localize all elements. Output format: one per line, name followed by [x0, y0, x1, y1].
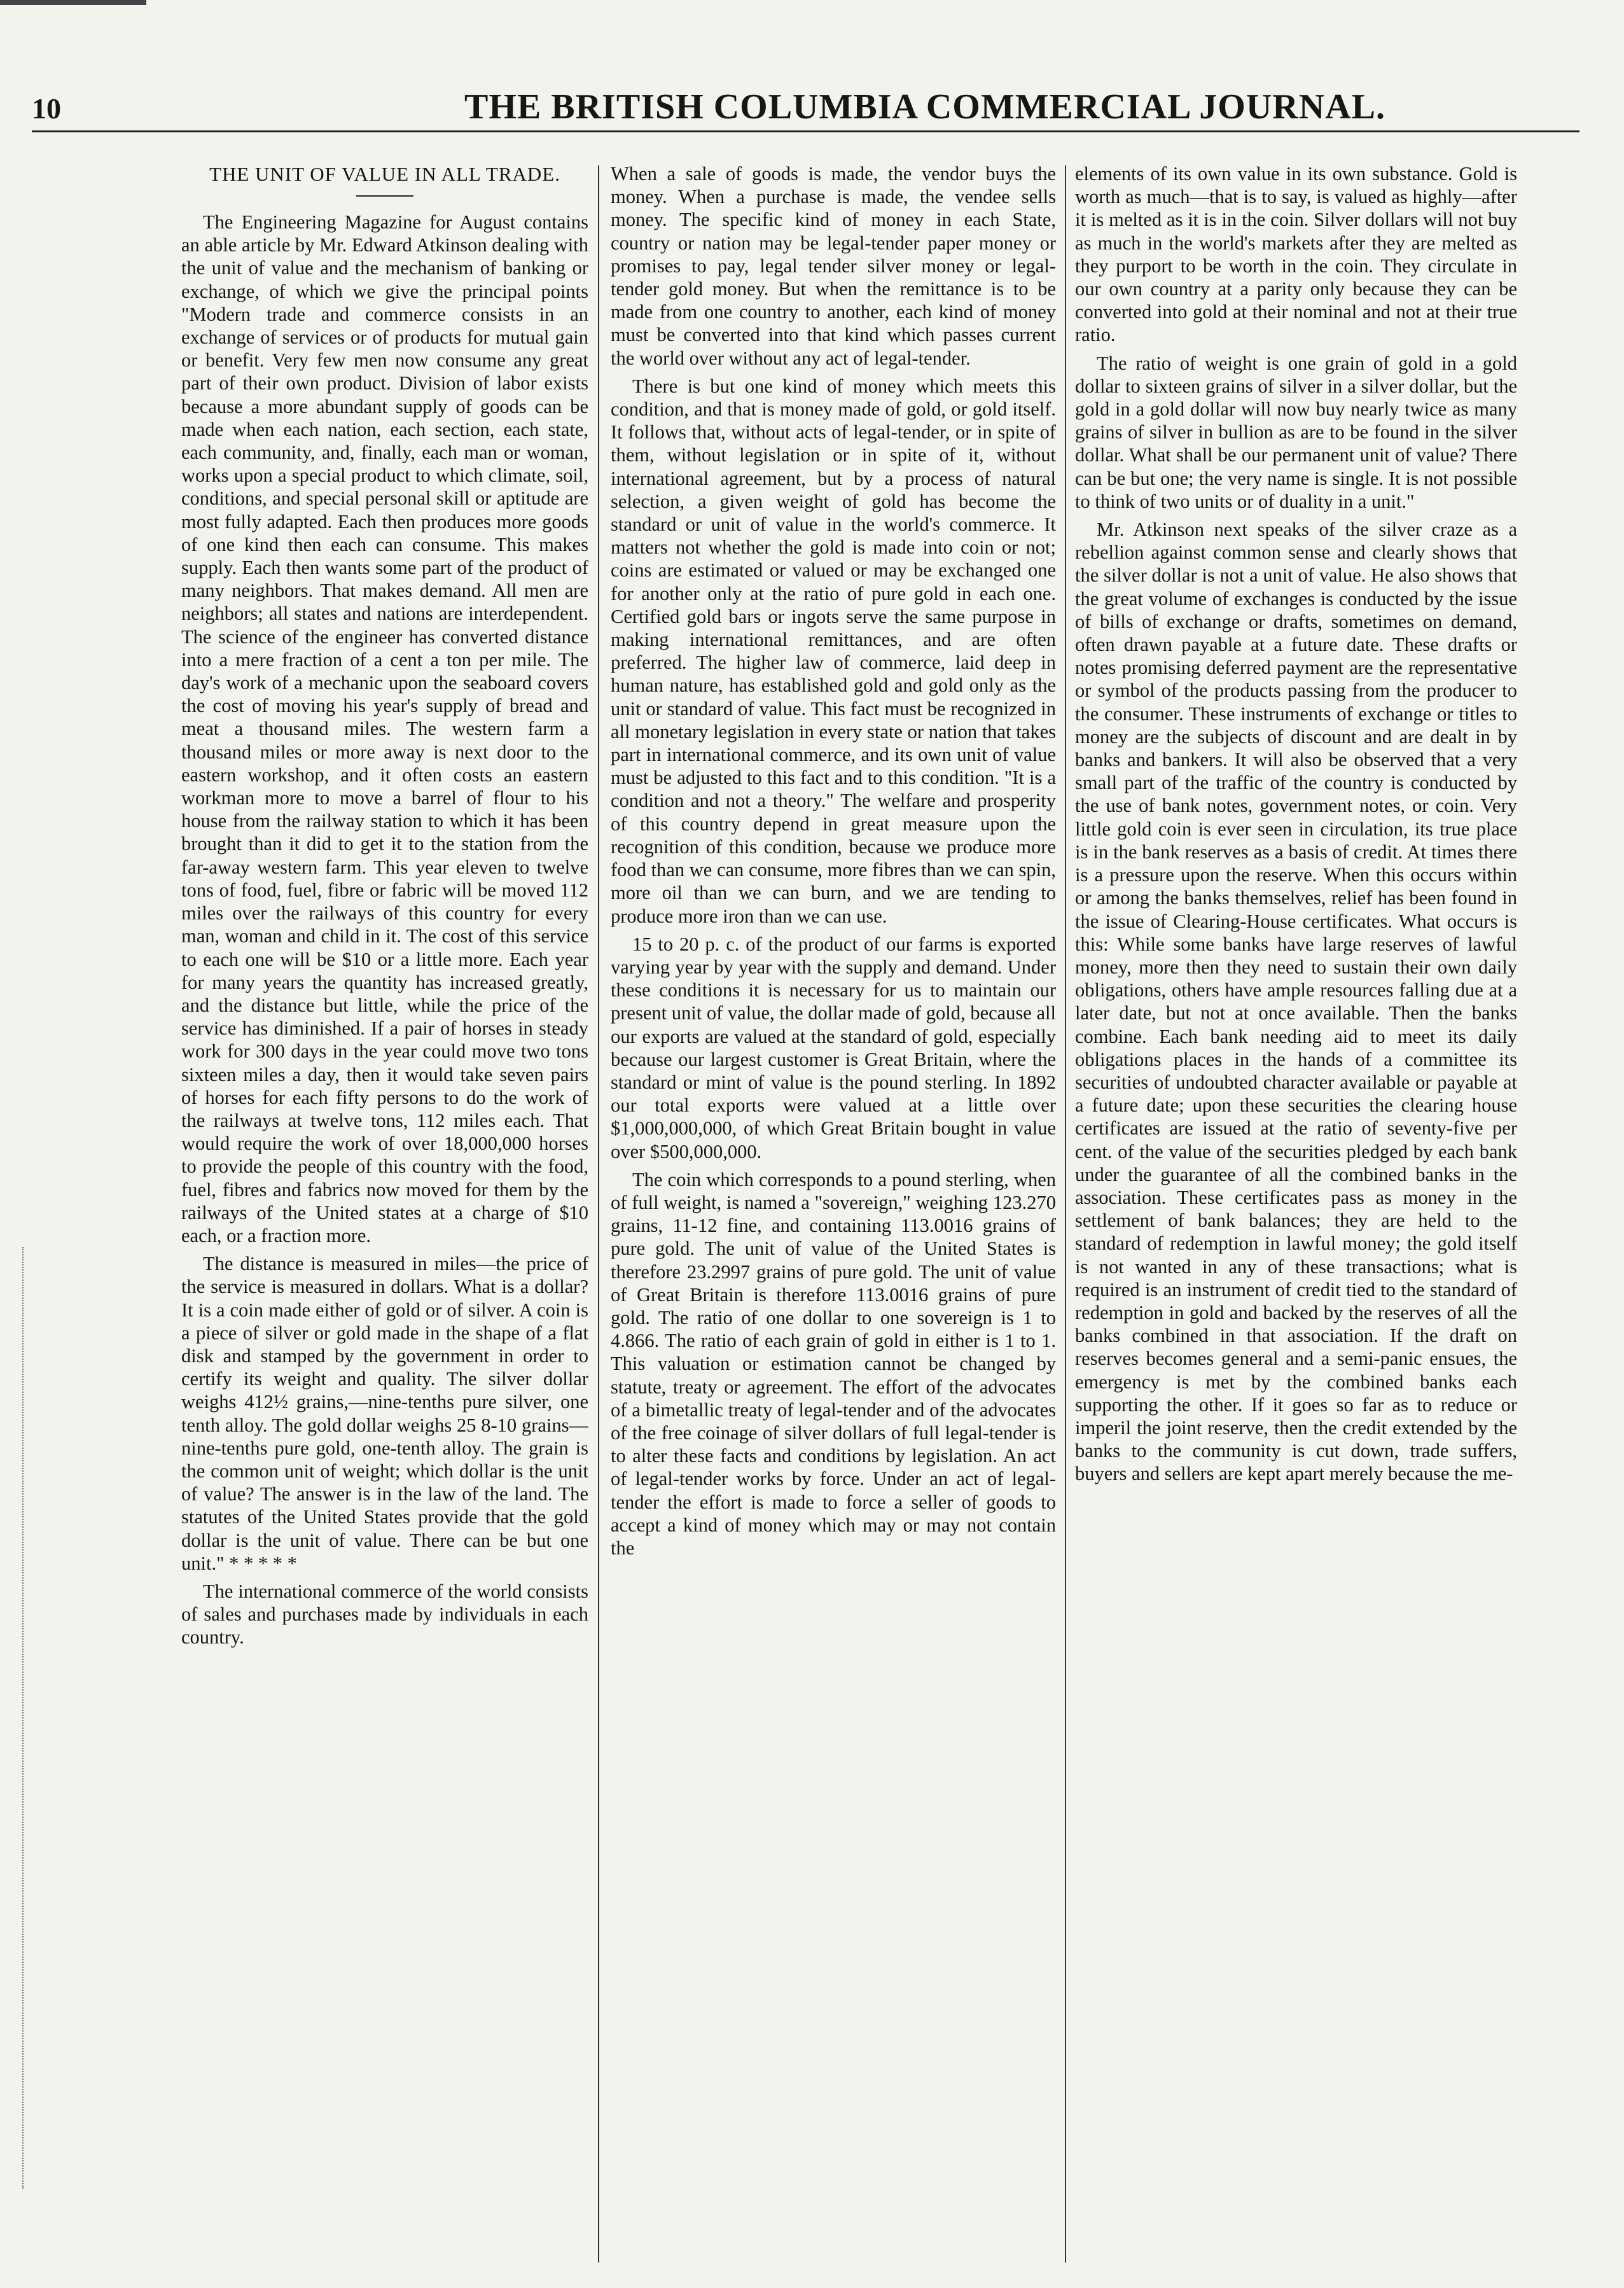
article-column-3	[1075, 162, 1517, 2263]
article-paragraph: The international commerce of the world consists of sales and purchases made by individuals in each country.	[181, 1580, 588, 1649]
margin-marks	[22, 1247, 36, 2189]
article-paragraph: The distance is measured in miles—the price of the service is measured in dollars. What is a dollar? It is a coin made either of gold or of silver. A coin is a piece of silver or gold made in the shape of a flat disk and stamped by the government in order to certify its weight and quality. The silver dollar weighs 412½ grains,—nine-tenths pure silver, one tenth alloy. The gold dollar weighs 25 8-10 grains—nine-tenths pure gold, one-tenth alloy. The grain is the common unit of weight; which dollar is the unit of value? The answer is in the law of the land. The statutes of the United States provide that the gold dollar is the unit of value. There can be but one unit." * * * * *	[181, 1253, 588, 1574]
article-paragraph: Mr. Atkinson next speaks of the silver craze as a rebellion against common sense and clearly shows that the silver dollar is not a unit of value. He also shows that the great volume of exchanges is conducted by the issue of bills of exchange or drafts, sometimes on demand, often drawn payable at a future date. These drafts or notes promising deferred payment are the representative or symbol of the products passing from the producer to the consumer. These instruments of exchange or titles to money are the subjects of discount and are dealt in by banks and bankers. It will also be observed that a very small part of the traffic of the country is conducted by the use of bank notes, government notes, or coin. Very little gold coin is ever seen in circulation, its true place is in the bank reserves as a basis of credit. At times there is a pressure upon the reserve. When this occurs within or among the banks themselves, relief has been found in the issue of Clearing-House certificates. What occurs is this: While some banks have large reserves of lawful money, more then they need to sustain their own daily obligations, others have ample resources falling due at a later date, but not at once available. Then the banks combine. Each bank needing aid to meet its daily obligations places in the hands of a committee its securities of undoubted character available or payable at a future date; upon these securities the clearing house certificates are issued at the ratio of seventy-five per cent. of the value of the securities pledged by each bank under the guarantee of all the combined banks in the association. These certificates pass as money in the settlement of bank balances; they are held to the standard of redemption in lawful money; the gold itself is not wanted in any of these transactions; what is required is an instrument of credit tied to the standard of redemption in gold and backed by the reserves of all the banks combined in that association. If the draft on reserves becomes general and a semi-panic ensues, the emergency is met by the combined banks each supporting the other. If it goes so far as to reduce or imperil the joint reserve, then the credit extended by the banks to the community is cut down, trade suffers, buyers and sellers are kept apart merely because the me-	[1075, 519, 1517, 1485]
headline-divider	[356, 195, 413, 197]
article-paragraph: When a sale of goods is made, the vendor buys the money. When a purchase is made, the vendee sells money. The specific kind of money in each State, country or nation may be legal-tender paper money or promises to pay, legal tender silver money or legal-tender gold money. But when the remittance is to be made from one country to another, each kind of money must be converted into that kind which passes current the world over without any act of legal-tender.	[611, 163, 1056, 369]
article-paragraph: elements of its own value in its own substance. Gold is worth as much—that is to say, is valued as highly—after it is melted as it is in the coin. Silver dollars will not buy as much in the world's markets after they are melted as they purport to be worth in the coin. They circulate in our own country at a parity only because they can be converted into gold at their nominal and not at their true ratio.	[1075, 163, 1517, 346]
article-paragraph: The ratio of weight is one grain of gold in a gold dollar to sixteen grains of silver in a silver dollar, but the gold in a gold dollar will now buy nearly twice as many grains of silver in bullion as are to be found in the silver dollar. What shall be our permanent unit of value? There can be but one; the very name is single. It is not possible to think of two units or of duality in a unit."	[1075, 352, 1517, 512]
article-column-1	[181, 162, 588, 2263]
page-number: 10	[32, 92, 61, 125]
article-paragraph: There is but one kind of money which meets this condition, and that is money made of gold, or gold itself. It follows that, without acts of legal-tender, or in spite of them, without legislation or in spite of it, without international agreement, but by a process of natural selection, a given weight of gold has become the standard or unit of value in the world's commerce. It matters not whether the gold is made into coin or not; coins are estimated or valued or may be exchanged one for another only at the ratio of pure gold in each one. Certified gold bars or ingots serve the same purpose in making international remittances, and are often preferred. The higher law of commerce, laid deep in human nature, has established gold and gold only as the unit or standard of value. This fact must be recognized in all monetary legislation in every state or nation that takes part in international commerce, and its own unit of value must be adjusted to this fact and to this condition. "It is a condition and not a theory." The welfare and prosperity of this country depend in great measure upon the recognition of this condition, because we produce more food than we can consume, more fibres than we can spin, more oil than we can burn, and we are tending to produce more iron than we can use.	[611, 375, 1056, 927]
article-column-2	[611, 162, 1056, 2263]
page-header	[32, 83, 1592, 134]
header-rule	[32, 130, 1579, 132]
column-rule	[1065, 165, 1066, 2263]
article-paragraph: The Engineering Magazine for August contains an able article by Mr. Edward Atkinson dealing with the unit of value and the mechanism of banking or exchange, of which we give the principal points "Modern trade and commerce consists in an exchange of services or of products for mutual gain or benefit. Very few men now consume any great part of their own product. Division of labor exists because a more abundant supply of goods can be made when each nation, each section, each state, each community, and, finally, each man or woman, works upon a special product to which climate, soil, conditions, and special personal skill or aptitude are most fully adapted. Each then produces more goods of one kind then each can consume. This makes supply. Each then wants some part of the product of many neighbors. That makes demand. All men are neighbors; all states and nations are interdependent. The science of the engineer has converted distance into a mere fraction of a cent a ton per mile. The day's work of a mechanic upon the seaboard covers the cost of moving his year's supply of bread and meat a thousand miles. The western farm a thousand miles or more away is next door to the eastern workshop, and it often costs an eastern workman more to move a barrel of flour to his house from the railway station to which it has been brought than it did to get it to the station from the far-away western farm. This year eleven to twelve tons of food, fuel, fibre or fabric will be moved 112 miles over the railways of this country for every man, woman and child in it. The cost of this service to each one will be $10 or a little more. Each year for many years the quantity has increased greatly, and the distance but little, while the price of the service has diminished. If a pair of horses in steady work for 300 days in the year could move two tons sixteen miles a day, then it would take seven pairs of horses for each fifty persons to do the work of the railways at twelve tons, 112 miles each. That would require the work of over 18,000,000 horses to provide the people of this country with the food, fuel, fibres and fabrics now moved for them by the railways of the United states at a charge of $10 each, or a fraction more.	[181, 211, 588, 1246]
scan-edge-mark	[0, 0, 146, 5]
article-paragraph: 15 to 20 p. c. of the product of our farms is exported varying year by year with the supply and demand. Under these conditions it is necessary for us to maintain our present unit of value, the dollar made of gold, because all our exports are valued at the standard of gold, especially because our largest customer is Great Britain, where the standard or mint of value is the pound sterling. In 1892 our total exports were valued at a little over $1,000,000,000, of which Great Britain bought in value over $500,000,000.	[611, 933, 1056, 1162]
article-paragraph: The coin which corresponds to a pound sterling, when of full weight, is named a "sovereign," weighing 123.270 grains, 11-12 fine, and containing 113.0016 grains of pure gold. The unit of value of the United States is therefore 23.2997 grains of pure gold. The unit of value of Great Britain is therefore 113.0016 grains of pure gold. The ratio of one dollar to one sovereign is 1 to 4.866. The ratio of each grain of gold in either is 1 to 1. This valuation or estimation cannot be changed by statute, treaty or agreement. The effort of the advocates of a bimetallic treaty of legal-tender and of the advocates of the free coinage of silver dollars of full legal-tender is to alter these facts and conditions by legislation. An act of legal-tender works by force. Under an act of legal-tender the effort is made to force a seller of goods to accept a kind of money which may or may not contain the	[611, 1168, 1056, 1559]
column-rule	[598, 165, 599, 2263]
journal-title: THE BRITISH COLUMBIA COMMERCIAL JOURNAL.	[464, 87, 1385, 127]
article-headline: THE UNIT OF VALUE IN ALL TRADE.	[209, 163, 560, 185]
